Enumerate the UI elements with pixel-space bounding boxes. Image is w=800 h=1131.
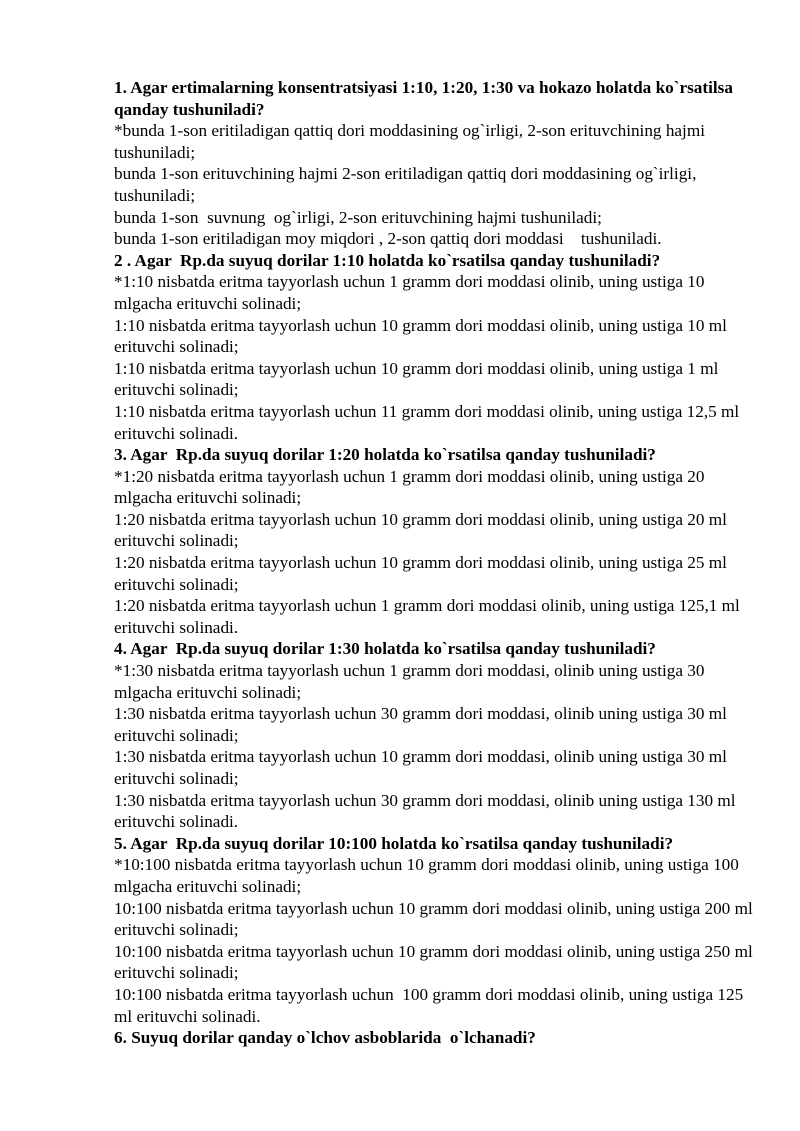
- question-5: [114, 833, 758, 1027]
- answer-option: 1:30 nisbatda eritma tayyorlash uchun 30 gramm dori moddasi, olinib uning ustiga 30 ml erituvchi solinadi;: [114, 704, 732, 745]
- question-title: 5. Agar Rp.da suyuq dorilar 10:100 holatda ko`rsatilsa qanday tushuniladi?: [114, 833, 674, 853]
- answer-option-correct: *1:10 nisbatda eritma tayyorlash uchun 1 gramm dori moddasi olinib, uning ustiga 10 mlgacha erituvchi solinadi;: [114, 272, 709, 313]
- answer-option: bunda 1-son eritiladigan moy miqdori , 2-son qattiq dori moddasi tushuniladi.: [114, 229, 662, 249]
- question-4: [114, 638, 754, 832]
- answer-option: 1:20 nisbatda eritma tayyorlash uchun 10 gramm dori moddasi olinib, uning ustiga 25 ml erituvchi solinadi;: [114, 553, 732, 594]
- answer-option-correct: *1:30 nisbatda eritma tayyorlash uchun 1 gramm dori moddasi, olinib uning ustiga 30 mlgacha erituvchi solinadi;: [114, 661, 709, 702]
- question-2: [114, 250, 754, 444]
- answer-option: bunda 1-son erituvchining hajmi 2-son eritiladigan qattiq dori moddasining og`irligi, tushuniladi;: [114, 164, 701, 205]
- question-3: [114, 444, 754, 638]
- answer-option: 1:10 nisbatda eritma tayyorlash uchun 10 gramm dori moddasi olinib, uning ustiga 10 ml erituvchi solinadi;: [114, 315, 732, 357]
- answer-option: 1:10 nisbatda eritma tayyorlash uchun 10 gramm dori moddasi olinib, uning ustiga 1 ml erituvchi solinadi;: [114, 358, 723, 400]
- answer-option: 10:100 nisbatda eritma tayyorlash uchun 10 gramm dori moddasi olinib, uning ustiga 200 ml erituvchi solinadi;: [114, 898, 758, 940]
- answer-option: 1:30 nisbatda eritma tayyorlash uchun 10 gramm dori moddasi, olinib uning ustiga 30 ml erituvchi solinadi;: [114, 747, 732, 788]
- answer-option: 1:20 nisbatda eritma tayyorlash uchun 10 gramm dori moddasi olinib, uning ustiga 20 ml erituvchi solinadi;: [114, 509, 732, 551]
- answer-option: bunda 1-son suvnung og`irligi, 2-son erituvchining hajmi tushuniladi;: [114, 207, 602, 227]
- answer-option: 1:10 nisbatda eritma tayyorlash uchun 11 gramm dori moddasi olinib, uning ustiga 12,5 ml erituvchi solinadi.: [114, 401, 744, 443]
- question-6: [114, 1027, 754, 1049]
- question-title: 3. Agar Rp.da suyuq dorilar 1:20 holatda ko`rsatilsa qanday tushuniladi?: [114, 445, 656, 465]
- question-title: 2 . Agar Rp.da suyuq dorilar 1:10 holatda ko`rsatilsa qanday tushuniladi?: [114, 250, 661, 270]
- question-title: 4. Agar Rp.da suyuq dorilar 1:30 holatda ko`rsatilsa qanday tushuniladi?: [114, 639, 656, 659]
- answer-option: 10:100 nisbatda eritma tayyorlash uchun 10 gramm dori moddasi olinib, uning ustiga 250 ml erituvchi solinadi;: [114, 941, 758, 983]
- answer-option: 1:30 nisbatda eritma tayyorlash uchun 30 gramm dori moddasi, olinib uning ustiga 130 ml erituvchi solinadi.: [114, 790, 740, 832]
- answer-option: 10:100 nisbatda eritma tayyorlash uchun 100 gramm dori moddasi olinib, uning ustiga 125 ml erituvchi solinadi.: [114, 984, 752, 1026]
- question-title: 1. Agar ertimalarning konsentratsiyasi 1:10, 1:20, 1:30 va hokazo holatda ko`rsatilsa qanday tushuniladi?: [114, 78, 738, 119]
- question-title: 6. Suyuq dorilar qanday o`lchov asboblarida o`lchanadi?: [114, 1028, 536, 1048]
- answer-option-correct: *1:20 nisbatda eritma tayyorlash uchun 1 gramm dori moddasi olinib, uning ustiga 20 mlgacha erituvchi solinadi;: [114, 466, 709, 508]
- answer-option-correct: *10:100 nisbatda eritma tayyorlash uchun 10 gramm dori moddasi olinib, uning ustiga 100 mlgacha erituvchi solinadi;: [114, 855, 744, 896]
- answer-option-correct: *bunda 1-son eritiladigan qattiq dori moddasining og`irligi, 2-son erituvchining hajmi tushuniladi;: [114, 121, 710, 162]
- answer-option: 1:20 nisbatda eritma tayyorlash uchun 1 gramm dori moddasi olinib, uning ustiga 125,1 ml erituvchi solinadi.: [114, 596, 745, 637]
- question-1: [114, 77, 754, 250]
- document-content: [114, 77, 758, 1049]
